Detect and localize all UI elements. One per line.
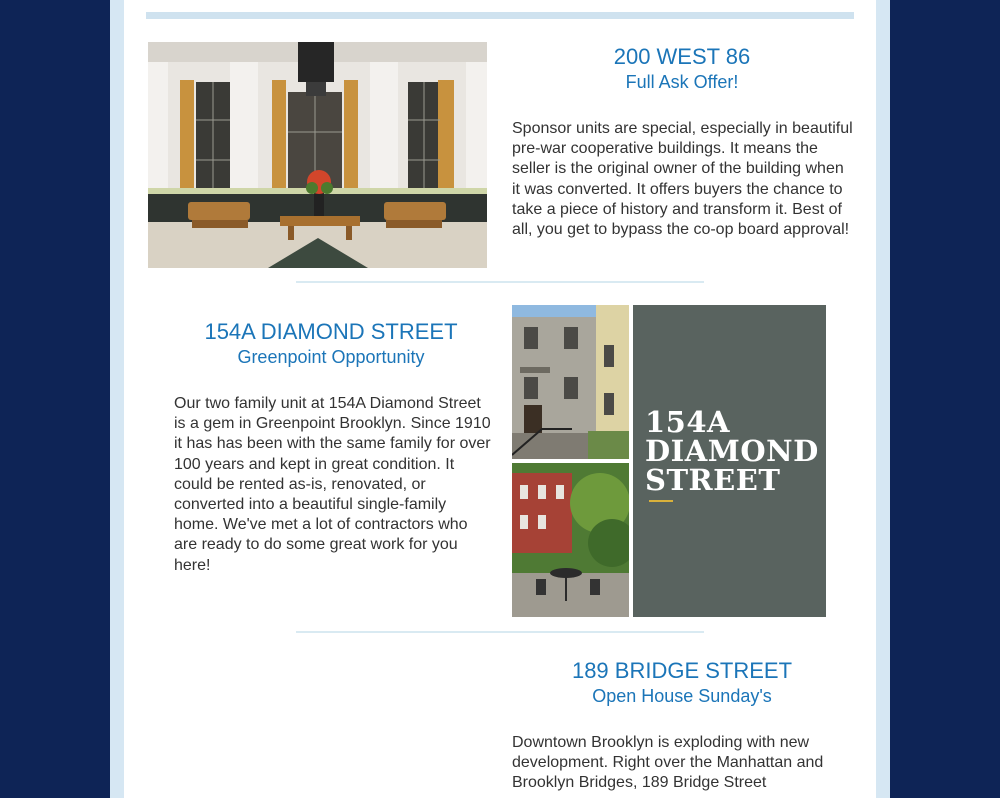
listing-title[interactable]: 200 WEST 86 — [613, 44, 751, 69]
overlay-title: 154A DIAMOND STREET — [645, 405, 819, 497]
listing-description: Our two family unit at 154A Diamond Street is a gem in Greenpoint Brooklyn. Since 1910 it has has been with the same family for over 100 years and kept in great condition. It could be rented as-is, renovated, or converted into a beautiful single-family home. We've met a lot of contractors who are ready to do some great work for you here! — [174, 395, 491, 574]
lobby-illustration — [148, 42, 487, 268]
listing-subtitle: Greenpoint Opportunity — [237, 347, 425, 367]
lobby-photo[interactable] — [148, 42, 487, 268]
listing-description: Downtown Brooklyn is exploding with new development. Right over the Manhattan and Brooklyn Bridges, 189 Bridge Street — [512, 734, 824, 792]
listing-title[interactable]: 154A DIAMOND STREET — [204, 319, 458, 344]
accent-underline — [649, 500, 673, 502]
listing-heading-154a-diamond — [166, 319, 496, 369]
facade-illustration — [512, 305, 629, 459]
listing-heading-189-bridge — [512, 658, 852, 708]
backyard-illustration — [512, 463, 629, 617]
section-divider — [296, 281, 704, 283]
listing-subtitle: Open House Sunday's — [592, 686, 772, 706]
backyard-photo[interactable] — [512, 463, 629, 617]
newsletter-card — [124, 0, 876, 798]
top-divider-bar — [146, 12, 854, 19]
section-divider — [296, 631, 704, 633]
listing-subtitle: Full Ask Offer! — [625, 72, 739, 92]
listing-description: Sponsor units are special, especially in beautiful pre-war cooperative buildings. It means the seller is the original owner of the building when it was converted. It offers buyers the chance to take a piece of history and transform it. Best of all, you get to bypass the co-op board approval! — [512, 120, 853, 239]
listing-title[interactable]: 189 BRIDGE STREET — [571, 658, 793, 683]
listing-heading-200-west-86 — [512, 44, 852, 94]
rowhouse-facade-photo[interactable] — [512, 305, 629, 459]
diamond-street-title-card — [633, 305, 826, 617]
